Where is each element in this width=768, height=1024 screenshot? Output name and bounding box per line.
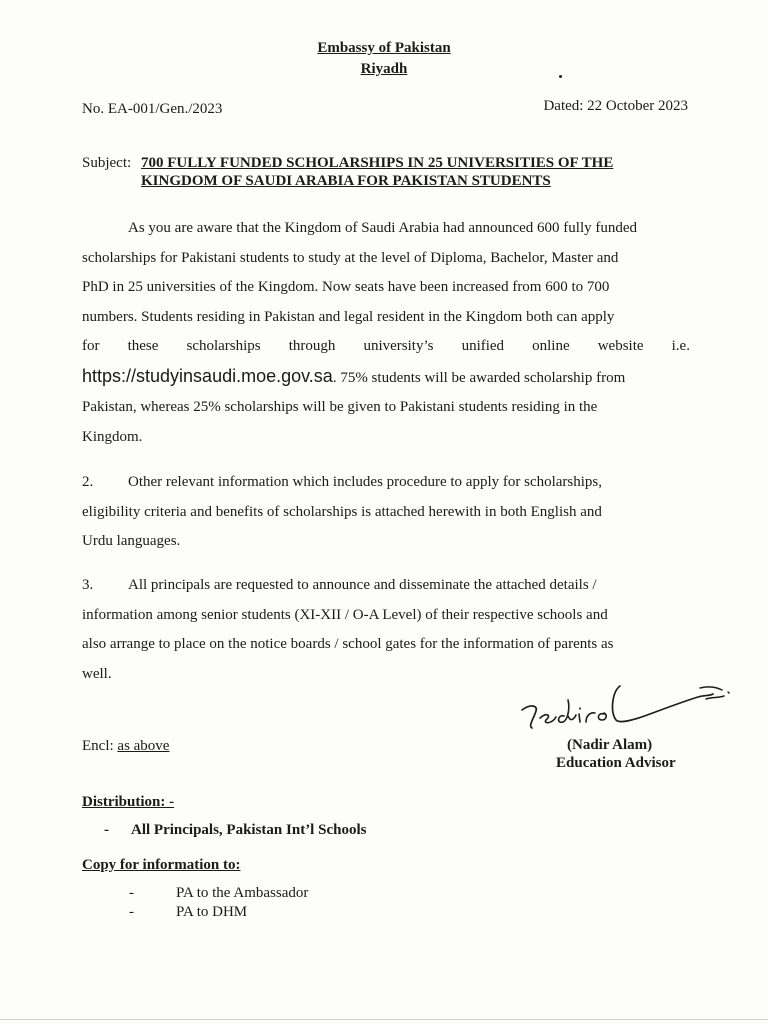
copy-bullet: - (129, 904, 134, 920)
p1-word: university’s (363, 338, 434, 354)
distribution-bullet: - (104, 822, 109, 838)
p1-word: through (288, 338, 336, 354)
distribution-heading: Distribution: - (82, 794, 175, 810)
p1-line-4: numbers. Students residing in Pakistan and legal resident in the Kingdom both can apply (82, 308, 615, 325)
distribution-item: All Principals, Pakistan Int’l Schools (131, 822, 367, 838)
p2-number: 2. (82, 474, 94, 490)
reference-number: No. EA-001/Gen./2023 (82, 101, 223, 117)
p1-line-1: As you are aware that the Kingdom of Saudi Arabia had announced 600 fully funded (128, 220, 638, 236)
page-edge-line (0, 1019, 768, 1020)
p1-line-6 (82, 362, 690, 394)
p1-word: unified (461, 338, 505, 354)
p3-line-4: well. (82, 665, 112, 682)
p1-line-5 (82, 332, 690, 362)
p3-line-2: information among senior students (XI-XII / O-A Level) of their respective schools and (82, 606, 608, 623)
p2-line-1 (82, 468, 690, 498)
p1-line-8: Kingdom. (82, 428, 143, 445)
p1-line-7: Pakistan, whereas 25% scholarships will be given to Pakistani students residing in the (82, 399, 598, 415)
p2-line-1-text: Other relevant information which includes procedure to apply for scholarships, (128, 474, 603, 490)
p3-line-1 (82, 571, 690, 601)
enclosure-label: Encl: (82, 738, 114, 754)
subject-line-2: KINGDOM OF SAUDI ARABIA FOR PAKISTAN STUDENTS (141, 173, 551, 189)
p1-word: i.e. (671, 338, 690, 354)
paragraph-3 (82, 571, 690, 689)
copy-heading: Copy for information to: (82, 857, 241, 873)
stray-dot (559, 75, 562, 78)
p3-line-1-text: All principals are requested to announce and disseminate the attached details / (128, 577, 597, 593)
subject-line-1: 700 FULLY FUNDED SCHOLARSHIPS IN 25 UNIVERSITIES OF THE (141, 155, 614, 171)
copy-item: PA to DHM (176, 904, 248, 920)
subject-label: Subject: (82, 155, 132, 171)
letter-date: Dated: 22 October 2023 (543, 98, 688, 114)
embassy-name: Embassy of Pakistan (317, 40, 451, 56)
p1-word: website (597, 338, 644, 354)
p1-word: these (127, 338, 159, 354)
p2-line-2: eligibility criteria and benefits of scholarships is attached herewith in both English and (82, 503, 602, 520)
signatory-title: Education Advisor (556, 755, 676, 771)
p1-word: online (532, 338, 570, 354)
p1-line-2: scholarships for Pakistani students to study at the level of Diploma, Bachelor, Master and (82, 249, 619, 266)
p1-line-6-rest: . 75% students will be awarded scholarship from (332, 369, 626, 386)
p3-number: 3. (82, 577, 94, 593)
p1-line-3: PhD in 25 universities of the Kingdom. Now seats have been increased from 600 to 700 (82, 279, 610, 295)
p2-line-3: Urdu languages. (82, 533, 181, 549)
enclosure-value: as above (117, 738, 170, 754)
paragraph-2 (82, 468, 690, 557)
handwritten-signature (516, 678, 736, 740)
copy-item: PA to the Ambassador (176, 885, 309, 901)
signatory-name: (Nadir Alam) (567, 737, 653, 753)
p1-word: scholarships (186, 338, 261, 354)
scholarship-website-link[interactable]: https://studyinsaudi.moe.gov.sa (82, 365, 333, 386)
copy-bullet: - (129, 885, 134, 901)
enclosure (82, 738, 169, 755)
paragraph-1 (82, 214, 690, 452)
embassy-city: Riyadh (360, 61, 408, 77)
p3-line-3: also arrange to place on the notice boards / school gates for the information of parents as (82, 636, 614, 652)
p1-word: for (82, 338, 100, 354)
